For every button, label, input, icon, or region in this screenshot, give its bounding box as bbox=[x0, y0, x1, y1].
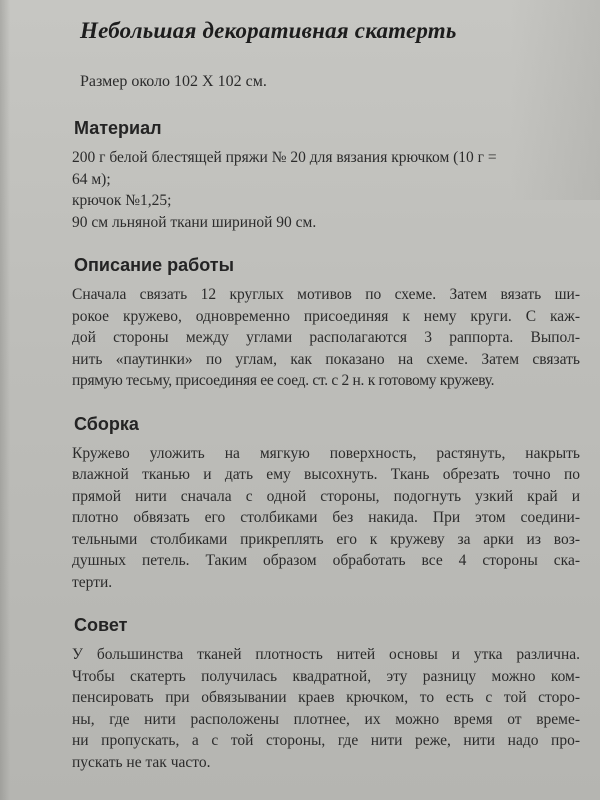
description-text bbox=[72, 284, 580, 392]
assembly-line: плотно обвязать его столбиками без накида. При этом соедини- bbox=[72, 509, 580, 526]
description-heading: Описание работы bbox=[74, 255, 234, 275]
page-fold-shadow bbox=[0, 0, 10, 800]
material-line: 64 м); bbox=[72, 170, 111, 188]
assembly-line: тельными столбиками прикреплять его к кружеву за арки из воз- bbox=[72, 530, 580, 548]
assembly-section bbox=[70, 414, 580, 594]
page-title: Небольшая декоративная скатерть bbox=[80, 18, 457, 43]
assembly-line: Кружево уложить на мягкую поверхность, растянуть, накрыть bbox=[72, 444, 580, 462]
description-line: Сначала связать 12 круглых мотивов по схеме. Затем вязать ши- bbox=[72, 286, 580, 303]
advice-line: пускать не так часто. bbox=[72, 753, 211, 771]
advice-text bbox=[72, 644, 580, 773]
assembly-line: прямой нити сначала с одной стороны, подогнуть узкий край и bbox=[72, 487, 580, 505]
advice-line: ны, где нити расположены плотнее, их можно время от време- bbox=[72, 710, 580, 728]
assembly-line: влажной тканью и дать ему высохнуть. Ткань обрезать точно по bbox=[72, 466, 580, 483]
material-section bbox=[70, 118, 580, 233]
description-line: прямую тесьму, присоединяя ее соед. ст. с 2 н. к готовому кружеву. bbox=[72, 372, 495, 389]
description-line: нить «паутинки» по углам, как показано на схеме. Затем связать bbox=[72, 350, 580, 368]
material-line: 200 г белой блестящей пряжи № 20 для вязания крючком (10 г = bbox=[72, 149, 497, 166]
material-line: 90 см льняной ткани шириной 90 см. bbox=[72, 213, 317, 231]
advice-line: ни пропускать, а с той стороны, где нити реже, нити надо про- bbox=[72, 732, 580, 749]
assembly-heading: Сборка bbox=[74, 413, 139, 434]
page-content bbox=[70, 18, 580, 795]
description-section bbox=[70, 255, 580, 392]
assembly-line: душных петель. Таким образом обработать все 4 стороны ска- bbox=[72, 552, 580, 569]
material-text bbox=[72, 147, 580, 233]
assembly-line: терти. bbox=[72, 573, 113, 591]
description-line: дой стороны между углами располагаются 3 раппорта. Выпол- bbox=[72, 329, 580, 346]
advice-line: Чтобы скатерть получилась квадратной, эту разницу можно ком- bbox=[72, 667, 580, 685]
assembly-text bbox=[72, 443, 580, 594]
advice-line: У большинства тканей плотность нитей основы и утка различна. bbox=[72, 646, 580, 663]
advice-section bbox=[70, 615, 580, 773]
size-line: Размер около 102 Х 102 см. bbox=[80, 73, 267, 90]
description-line: рокое кружево, одновременно присоединяя к нему круги. С каж- bbox=[72, 307, 580, 325]
material-line: крючок №1,25; bbox=[72, 192, 172, 209]
advice-heading: Совет bbox=[74, 615, 128, 635]
material-heading: Материал bbox=[74, 118, 162, 138]
advice-line: пенсировать при обвязывании краев крючком, то есть с той сторо- bbox=[72, 689, 580, 706]
